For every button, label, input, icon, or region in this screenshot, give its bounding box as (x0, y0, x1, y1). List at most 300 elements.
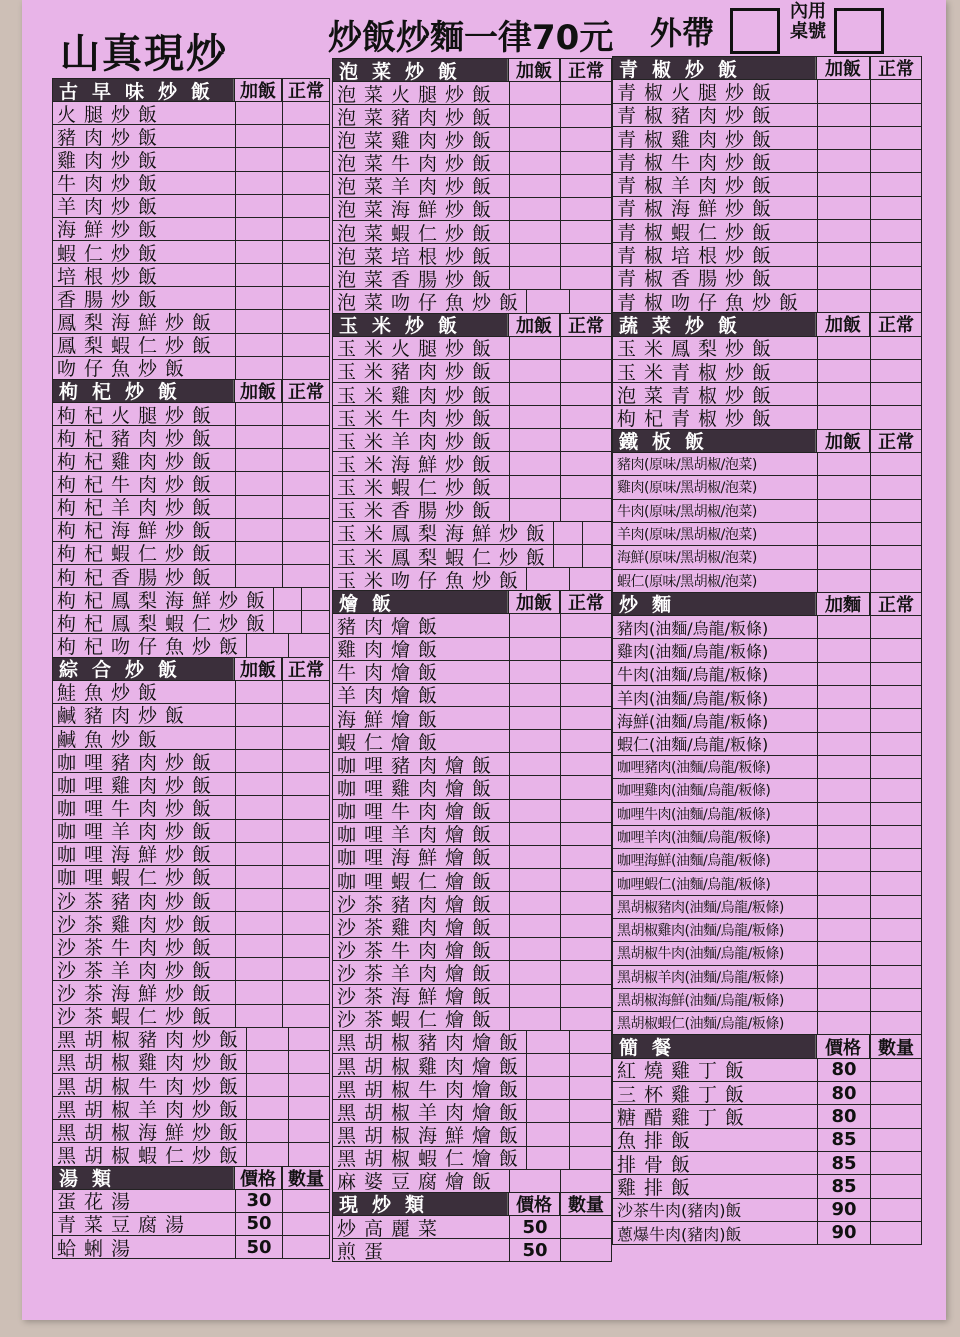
extra-portion-cell[interactable] (818, 989, 871, 1011)
extra-portion-cell[interactable] (247, 1120, 288, 1142)
extra-portion-cell[interactable] (247, 1051, 288, 1073)
extra-portion-cell[interactable] (236, 195, 283, 217)
extra-portion-cell[interactable] (510, 892, 561, 914)
extra-portion-cell[interactable] (818, 896, 871, 918)
regular-portion-cell[interactable] (283, 681, 329, 703)
extra-portion-cell[interactable] (818, 570, 871, 592)
extra-portion-cell[interactable] (236, 102, 283, 124)
regular-portion-cell[interactable] (289, 1051, 329, 1073)
regular-portion-cell[interactable] (561, 105, 611, 127)
extra-portion-cell[interactable] (818, 919, 871, 941)
menu-item-name: 牛肉炒飯 (53, 172, 236, 194)
regular-portion-cell[interactable] (283, 704, 329, 726)
extra-portion-cell[interactable] (527, 1077, 569, 1099)
extra-portion-cell[interactable] (510, 82, 561, 104)
regular-portion-cell[interactable] (570, 1077, 611, 1099)
extra-portion-cell[interactable] (236, 218, 283, 240)
extra-portion-cell[interactable] (247, 1097, 288, 1119)
regular-portion-cell[interactable] (561, 406, 611, 428)
extra-portion-cell[interactable] (510, 707, 561, 729)
extra-portion-cell[interactable] (236, 727, 283, 749)
regular-portion-cell[interactable] (583, 522, 611, 544)
regular-portion-cell[interactable] (289, 634, 329, 656)
extra-portion-cell[interactable] (236, 866, 283, 888)
quantity-cell[interactable] (283, 1236, 329, 1258)
regular-portion-cell[interactable] (871, 826, 921, 848)
extra-portion-cell[interactable] (510, 753, 561, 775)
extra-portion-cell[interactable] (236, 472, 283, 494)
extra-portion-cell[interactable] (818, 686, 871, 708)
regular-portion-cell[interactable] (283, 796, 329, 818)
regular-portion-cell[interactable] (283, 912, 329, 934)
extra-portion-cell[interactable] (510, 985, 561, 1007)
regular-portion-cell[interactable] (561, 961, 611, 983)
regular-portion-cell[interactable] (570, 1031, 611, 1053)
extra-portion-cell[interactable] (818, 383, 871, 405)
regular-portion-cell[interactable] (561, 661, 611, 683)
regular-portion-cell[interactable] (871, 872, 921, 894)
menu-item-name: 咖哩海鮮(油麵/烏龍/粄條) (613, 849, 818, 871)
regular-portion-cell[interactable] (283, 472, 329, 494)
menu-item-row (53, 1097, 329, 1120)
regular-portion-cell[interactable] (871, 779, 921, 801)
extra-portion-cell[interactable] (236, 241, 283, 263)
regular-portion-cell[interactable] (561, 267, 611, 289)
regular-portion-cell[interactable] (283, 426, 329, 448)
extra-portion-cell[interactable] (510, 800, 561, 822)
regular-portion-cell[interactable] (871, 197, 921, 219)
extra-portion-cell[interactable] (818, 733, 871, 755)
regular-portion-cell[interactable] (871, 173, 921, 195)
regular-portion-cell[interactable] (570, 1054, 611, 1076)
regular-portion-cell[interactable] (570, 1100, 611, 1122)
regular-portion-cell[interactable] (283, 519, 329, 541)
menu-item-name: 豬肉(油麵/烏龍/粄條) (613, 616, 818, 638)
extra-portion-cell[interactable] (236, 310, 283, 332)
extra-portion-cell[interactable] (236, 357, 283, 379)
regular-portion-cell[interactable] (561, 499, 611, 521)
regular-portion-cell[interactable] (561, 221, 611, 243)
regular-portion-cell[interactable] (871, 1012, 921, 1034)
extra-portion-cell[interactable] (247, 1143, 288, 1165)
extra-portion-cell[interactable] (554, 545, 583, 567)
regular-portion-cell[interactable] (283, 334, 329, 356)
regular-portion-cell[interactable] (561, 1170, 611, 1192)
extra-portion-cell[interactable] (818, 197, 871, 219)
quantity-cell[interactable] (871, 1129, 921, 1151)
extra-portion-cell[interactable] (510, 221, 561, 243)
regular-portion-cell[interactable] (561, 152, 611, 174)
menu-item-row (333, 1170, 611, 1193)
regular-portion-cell[interactable] (283, 727, 329, 749)
menu-item-name: 蝦仁炒飯 (53, 241, 236, 263)
regular-portion-cell[interactable] (871, 127, 921, 149)
table-number-box[interactable] (834, 8, 884, 54)
extra-portion-cell[interactable] (818, 267, 871, 289)
regular-portion-cell[interactable] (871, 896, 921, 918)
regular-portion-cell[interactable] (583, 545, 611, 567)
extra-portion-cell[interactable] (236, 935, 283, 957)
extra-portion-cell[interactable] (818, 849, 871, 871)
regular-portion-cell[interactable] (570, 290, 611, 312)
quantity-cell[interactable] (561, 1239, 611, 1261)
regular-portion-cell[interactable] (283, 195, 329, 217)
menu-item-name: 黑胡椒海鮮炒飯 (53, 1120, 247, 1142)
extra-portion-cell[interactable] (818, 779, 871, 801)
regular-portion-cell[interactable] (561, 638, 611, 660)
extra-portion-cell[interactable] (818, 803, 871, 825)
regular-portion-cell[interactable] (871, 406, 921, 428)
menu-item-row (613, 803, 921, 826)
extra-portion-cell[interactable] (236, 958, 283, 980)
extra-portion-cell[interactable] (818, 523, 871, 545)
regular-portion-cell[interactable] (561, 614, 611, 636)
extra-portion-cell[interactable] (236, 704, 283, 726)
extra-portion-cell[interactable] (236, 820, 283, 842)
extra-portion-cell[interactable] (236, 125, 283, 147)
extra-portion-cell[interactable] (818, 80, 871, 102)
extra-portion-cell[interactable] (510, 869, 561, 891)
regular-portion-cell[interactable] (283, 1005, 329, 1027)
extra-portion-cell[interactable] (510, 846, 561, 868)
quantity-cell[interactable] (871, 1105, 921, 1127)
extra-portion-cell[interactable] (818, 546, 871, 568)
extra-portion-cell[interactable] (510, 128, 561, 150)
regular-portion-cell[interactable] (561, 360, 611, 382)
regular-portion-cell[interactable] (283, 542, 329, 564)
quantity-cell[interactable] (871, 1175, 921, 1197)
extra-portion-cell[interactable] (818, 966, 871, 988)
regular-portion-cell[interactable] (283, 866, 329, 888)
regular-portion-cell[interactable] (289, 1074, 329, 1096)
extra-portion-cell[interactable] (236, 981, 283, 1003)
extra-portion-cell[interactable] (236, 843, 283, 865)
regular-portion-cell[interactable] (561, 823, 611, 845)
extra-portion-cell[interactable] (527, 1100, 569, 1122)
regular-portion-cell[interactable] (561, 985, 611, 1007)
extra-portion-cell[interactable] (818, 290, 871, 312)
regular-portion-cell[interactable] (561, 776, 611, 798)
extra-portion-cell[interactable] (818, 826, 871, 848)
quantity-cell[interactable] (283, 1190, 329, 1212)
menu-item-row (53, 565, 329, 588)
menu-item-name: 沙茶羊肉燴飯 (333, 961, 510, 983)
extra-portion-cell[interactable] (818, 1012, 871, 1034)
regular-portion-cell[interactable] (283, 310, 329, 332)
regular-portion-cell[interactable] (289, 1028, 329, 1050)
quantity-cell[interactable] (561, 1216, 611, 1238)
extra-portion-cell[interactable] (236, 750, 283, 772)
regular-portion-cell[interactable] (561, 915, 611, 937)
regular-portion-cell[interactable] (871, 733, 921, 755)
regular-portion-cell[interactable] (561, 869, 611, 891)
regular-portion-cell[interactable] (561, 846, 611, 868)
extra-portion-cell[interactable] (236, 1005, 283, 1027)
extra-portion-cell[interactable] (510, 499, 561, 521)
regular-portion-cell[interactable] (871, 989, 921, 1011)
regular-portion-cell[interactable] (283, 357, 329, 379)
regular-portion-cell[interactable] (561, 892, 611, 914)
extra-portion-cell[interactable] (510, 638, 561, 660)
menu-item-name: 沙茶海鮮炒飯 (53, 981, 236, 1003)
regular-portion-cell[interactable] (283, 496, 329, 518)
regular-portion-cell[interactable] (871, 453, 921, 475)
regular-portion-cell[interactable] (283, 125, 329, 147)
extra-portion-cell[interactable] (527, 290, 569, 312)
extra-portion-cell[interactable] (236, 681, 283, 703)
extra-portion-cell[interactable] (236, 334, 283, 356)
extra-portion-cell[interactable] (527, 1054, 569, 1076)
extra-portion-cell[interactable] (510, 684, 561, 706)
extra-portion-cell[interactable] (274, 611, 302, 633)
regular-portion-cell[interactable] (561, 938, 611, 960)
quantity-cell[interactable] (283, 1213, 329, 1235)
regular-portion-cell[interactable] (283, 264, 329, 286)
regular-portion-cell[interactable] (283, 102, 329, 124)
extra-portion-cell[interactable] (818, 616, 871, 638)
extra-portion-cell[interactable] (510, 105, 561, 127)
regular-portion-cell[interactable] (871, 756, 921, 778)
item-price: 85 (818, 1175, 871, 1197)
regular-portion-cell[interactable] (283, 889, 329, 911)
quantity-cell[interactable] (871, 1082, 921, 1104)
extra-portion-cell[interactable] (236, 496, 283, 518)
regular-portion-cell[interactable] (561, 198, 611, 220)
extra-portion-cell[interactable] (236, 426, 283, 448)
quantity-cell[interactable] (871, 1222, 921, 1244)
regular-portion-cell[interactable] (561, 128, 611, 150)
menu-item-row (333, 846, 611, 869)
regular-portion-cell[interactable] (283, 773, 329, 795)
extra-portion-cell[interactable] (818, 360, 871, 382)
extra-portion-cell[interactable] (510, 452, 561, 474)
takeout-checkbox[interactable] (730, 8, 780, 54)
extra-portion-cell[interactable] (510, 776, 561, 798)
regular-portion-cell[interactable] (561, 684, 611, 706)
regular-portion-cell[interactable] (302, 611, 329, 633)
regular-portion-cell[interactable] (283, 820, 329, 842)
extra-portion-cell[interactable] (818, 639, 871, 661)
regular-portion-cell[interactable] (561, 429, 611, 451)
extra-portion-cell[interactable] (236, 172, 283, 194)
extra-portion-cell[interactable] (236, 403, 283, 425)
regular-portion-cell[interactable] (283, 218, 329, 240)
regular-portion-cell[interactable] (283, 449, 329, 471)
regular-portion-cell[interactable] (289, 1143, 329, 1165)
menu-item-row (53, 588, 329, 611)
regular-portion-cell[interactable] (283, 287, 329, 309)
extra-portion-cell[interactable] (236, 912, 283, 934)
regular-portion-cell[interactable] (283, 843, 329, 865)
extra-portion-cell[interactable] (236, 264, 283, 286)
quantity-cell[interactable] (871, 1059, 921, 1081)
extra-portion-cell[interactable] (510, 360, 561, 382)
regular-portion-cell[interactable] (561, 175, 611, 197)
extra-portion-cell[interactable] (818, 150, 871, 172)
extra-portion-cell[interactable] (510, 938, 561, 960)
extra-portion-cell[interactable] (818, 406, 871, 428)
extra-portion-cell[interactable] (510, 614, 561, 636)
regular-portion-cell[interactable] (561, 244, 611, 266)
extra-portion-cell[interactable] (247, 1028, 288, 1050)
extra-portion-cell[interactable] (527, 1123, 569, 1145)
regular-portion-cell[interactable] (871, 639, 921, 661)
extra-portion-cell[interactable] (510, 267, 561, 289)
regular-portion-cell[interactable] (283, 172, 329, 194)
extra-portion-cell[interactable] (236, 148, 283, 170)
extra-portion-cell[interactable] (818, 337, 871, 359)
regular-portion-cell[interactable] (871, 383, 921, 405)
menu-item-name: 枸杞牛肉炒飯 (53, 472, 236, 494)
regular-portion-cell[interactable] (871, 220, 921, 242)
extra-portion-cell[interactable] (236, 519, 283, 541)
extra-portion-cell[interactable] (510, 152, 561, 174)
extra-portion-cell[interactable] (274, 588, 302, 610)
extra-portion-cell[interactable] (510, 730, 561, 752)
extra-portion-cell[interactable] (554, 522, 583, 544)
regular-portion-cell[interactable] (871, 616, 921, 638)
menu-item-name: 玉米青椒炒飯 (613, 360, 818, 382)
regular-portion-cell[interactable] (283, 750, 329, 772)
extra-portion-cell[interactable] (510, 915, 561, 937)
extra-portion-cell[interactable] (236, 542, 283, 564)
regular-portion-cell[interactable] (871, 546, 921, 568)
item-price: 85 (818, 1152, 871, 1174)
extra-portion-cell[interactable] (510, 1008, 561, 1030)
regular-portion-cell[interactable] (283, 935, 329, 957)
quantity-cell[interactable] (871, 1199, 921, 1221)
regular-portion-cell[interactable] (570, 1123, 611, 1145)
regular-portion-cell[interactable] (871, 500, 921, 522)
regular-portion-cell[interactable] (561, 707, 611, 729)
regular-portion-cell[interactable] (561, 800, 611, 822)
regular-portion-cell[interactable] (561, 1008, 611, 1030)
regular-portion-cell[interactable] (871, 104, 921, 126)
extra-portion-cell[interactable] (818, 453, 871, 475)
regular-portion-cell[interactable] (570, 568, 611, 590)
menu-item-row (333, 800, 611, 823)
extra-portion-cell[interactable] (818, 104, 871, 126)
extra-portion-cell[interactable] (510, 476, 561, 498)
regular-portion-cell[interactable] (561, 452, 611, 474)
menu-item-row (53, 172, 329, 195)
regular-portion-cell[interactable] (302, 588, 329, 610)
regular-portion-cell[interactable] (283, 241, 329, 263)
regular-portion-cell[interactable] (283, 958, 329, 980)
extra-portion-cell[interactable] (510, 175, 561, 197)
regular-portion-cell[interactable] (871, 243, 921, 265)
menu-item-row (333, 915, 611, 938)
regular-portion-cell[interactable] (561, 730, 611, 752)
column-header: 正常 (560, 591, 611, 613)
regular-portion-cell[interactable] (871, 663, 921, 685)
extra-portion-cell[interactable] (247, 1074, 288, 1096)
regular-portion-cell[interactable] (871, 523, 921, 545)
extra-portion-cell[interactable] (510, 1170, 561, 1192)
regular-portion-cell[interactable] (871, 267, 921, 289)
menu-item-name: 豬肉炒飯 (53, 125, 236, 147)
regular-portion-cell[interactable] (283, 148, 329, 170)
extra-portion-cell[interactable] (510, 198, 561, 220)
quantity-cell[interactable] (871, 1152, 921, 1174)
regular-portion-cell[interactable] (871, 150, 921, 172)
regular-portion-cell[interactable] (871, 686, 921, 708)
extra-portion-cell[interactable] (510, 383, 561, 405)
regular-portion-cell[interactable] (871, 476, 921, 498)
regular-portion-cell[interactable] (561, 753, 611, 775)
menu-item-name: 沙茶羊肉炒飯 (53, 958, 236, 980)
regular-portion-cell[interactable] (570, 1147, 611, 1169)
extra-portion-cell[interactable] (818, 756, 871, 778)
extra-portion-cell[interactable] (510, 961, 561, 983)
extra-portion-cell[interactable] (818, 243, 871, 265)
regular-portion-cell[interactable] (561, 82, 611, 104)
extra-portion-cell[interactable] (818, 709, 871, 731)
regular-portion-cell[interactable] (871, 337, 921, 359)
extra-portion-cell[interactable] (527, 568, 569, 590)
menu-item-row (613, 500, 921, 523)
regular-portion-cell[interactable] (289, 1097, 329, 1119)
regular-portion-cell[interactable] (283, 403, 329, 425)
extra-portion-cell[interactable] (818, 942, 871, 964)
menu-item-row (333, 429, 611, 452)
regular-portion-cell[interactable] (561, 337, 611, 359)
extra-portion-cell[interactable] (247, 634, 288, 656)
extra-portion-cell[interactable] (236, 449, 283, 471)
extra-portion-cell[interactable] (510, 661, 561, 683)
extra-portion-cell[interactable] (236, 889, 283, 911)
regular-portion-cell[interactable] (561, 383, 611, 405)
regular-portion-cell[interactable] (871, 919, 921, 941)
extra-portion-cell[interactable] (510, 406, 561, 428)
regular-portion-cell[interactable] (871, 849, 921, 871)
extra-portion-cell[interactable] (527, 1031, 569, 1053)
extra-portion-cell[interactable] (510, 337, 561, 359)
regular-portion-cell[interactable] (561, 476, 611, 498)
regular-portion-cell[interactable] (871, 966, 921, 988)
regular-portion-cell[interactable] (871, 360, 921, 382)
extra-portion-cell[interactable] (510, 429, 561, 451)
extra-portion-cell[interactable] (818, 127, 871, 149)
regular-portion-cell[interactable] (871, 803, 921, 825)
regular-portion-cell[interactable] (289, 1120, 329, 1142)
menu-item-row (333, 707, 611, 730)
regular-portion-cell[interactable] (871, 570, 921, 592)
extra-portion-cell[interactable] (527, 1147, 569, 1169)
menu-item-name: 海鮮燴飯 (333, 707, 510, 729)
column-header: 加飯 (234, 79, 282, 101)
extra-portion-cell[interactable] (236, 287, 283, 309)
extra-portion-cell[interactable] (818, 220, 871, 242)
extra-portion-cell[interactable] (818, 500, 871, 522)
extra-portion-cell[interactable] (236, 773, 283, 795)
extra-portion-cell[interactable] (510, 244, 561, 266)
regular-portion-cell[interactable] (871, 80, 921, 102)
regular-portion-cell[interactable] (871, 290, 921, 312)
extra-portion-cell[interactable] (236, 796, 283, 818)
menu-item-row (333, 476, 611, 499)
regular-portion-cell[interactable] (871, 709, 921, 731)
extra-portion-cell[interactable] (236, 565, 283, 587)
extra-portion-cell[interactable] (818, 872, 871, 894)
regular-portion-cell[interactable] (871, 942, 921, 964)
regular-portion-cell[interactable] (283, 565, 329, 587)
regular-portion-cell[interactable] (283, 981, 329, 1003)
extra-portion-cell[interactable] (818, 173, 871, 195)
extra-portion-cell[interactable] (818, 476, 871, 498)
extra-portion-cell[interactable] (818, 663, 871, 685)
extra-portion-cell[interactable] (510, 823, 561, 845)
